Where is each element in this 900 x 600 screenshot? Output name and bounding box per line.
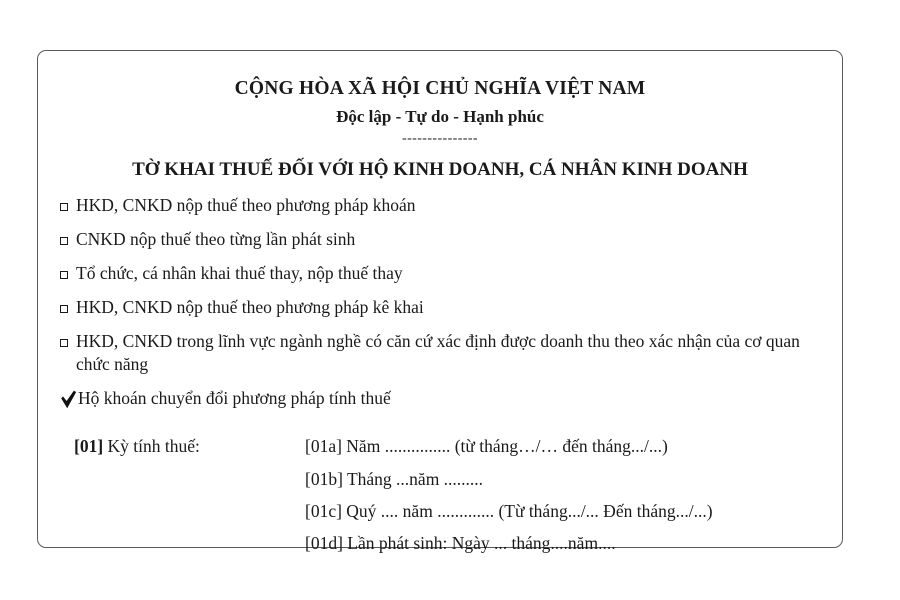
tax-period-item-01c[interactable]: [01c] Quý .... năm ............. (Từ tháng.../... Đến tháng.../...): [305, 501, 713, 522]
tax-period-label: Kỳ tính thuế:: [107, 436, 200, 457]
checkbox-unchecked-icon[interactable]: [60, 237, 68, 245]
declaration-type-options: [60, 194, 820, 411]
dashed-divider: ---------------: [402, 131, 478, 147]
option-label: HKD, CNKD trong lĩnh vực ngành nghề có căn cứ xác định được doanh thu theo xác nhận của cơ quan chức năng: [76, 330, 800, 375]
option-label: CNKD nộp thuế theo từng lần phát sinh: [76, 228, 356, 249]
tax-period-item-01b[interactable]: [01b] Tháng ...năm .........: [305, 468, 484, 489]
checkbox-unchecked-icon[interactable]: [60, 203, 68, 211]
checkbox-unchecked-icon[interactable]: [60, 305, 68, 313]
tax-period-code: [01]: [74, 436, 104, 457]
option-row-2[interactable]: [60, 228, 820, 251]
document-header: [60, 77, 820, 147]
tax-period-label-group: [60, 430, 305, 462]
tax-period-item-list: [305, 430, 820, 560]
national-motto: Độc lập - Tự do - Hạnh phúc: [336, 107, 544, 127]
tax-period-item-01a[interactable]: [01a] Năm ............... (từ tháng…/… đến tháng.../...): [305, 436, 668, 457]
form-title: TỜ KHAI THUẾ ĐỐI VỚI HỘ KINH DOANH, CÁ NHÂN KINH DOANH: [132, 158, 748, 180]
option-label: Tổ chức, cá nhân khai thuế thay, nộp thuế thay: [76, 262, 403, 283]
option-label: HKD, CNKD nộp thuế theo phương pháp kê khai: [76, 296, 424, 317]
option-row-1[interactable]: [60, 194, 820, 217]
checkbox-unchecked-icon[interactable]: [60, 271, 68, 279]
tax-declaration-form-card: [37, 50, 843, 554]
checkbox-unchecked-icon[interactable]: [60, 339, 68, 347]
option-label: HKD, CNKD nộp thuế theo phương pháp khoán: [76, 194, 416, 215]
checkmark-icon[interactable]: [60, 388, 77, 410]
option-row-5[interactable]: [60, 330, 820, 376]
option-row-3[interactable]: [60, 262, 820, 285]
option-row-6-selected[interactable]: [60, 387, 820, 410]
tax-period-item-01d[interactable]: [01d] Lần phát sinh: Ngày ... tháng....năm....: [305, 533, 616, 554]
option-row-4[interactable]: [60, 296, 820, 319]
tax-period-section: [60, 430, 820, 560]
national-name-heading: CỘNG HÒA XÃ HỘI CHỦ NGHĨA VIỆT NAM: [234, 78, 646, 99]
option-label: Hộ khoán chuyển đổi phương pháp tính thuế: [78, 388, 391, 409]
